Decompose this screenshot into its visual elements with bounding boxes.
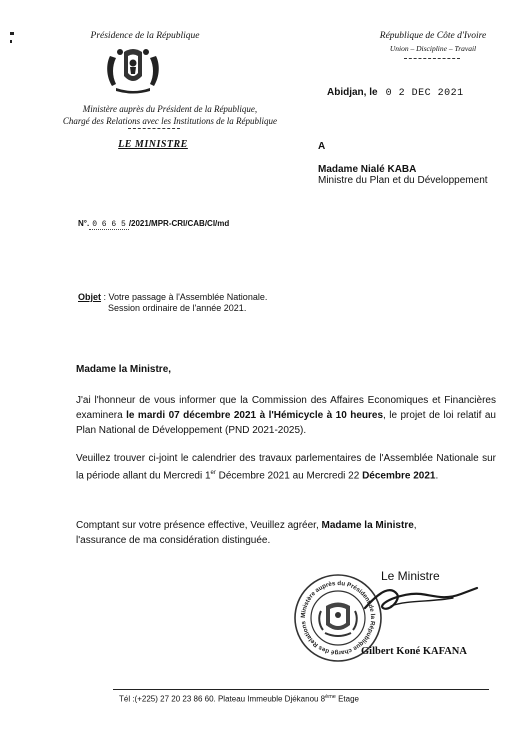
paragraph-1 xyxy=(76,393,496,438)
country-heading: République de Côte d'Ivoire xyxy=(379,31,487,41)
paragraph-3-comma: , xyxy=(413,520,417,531)
date-prefix: Abidjan, le xyxy=(327,87,378,98)
date-line xyxy=(327,87,464,99)
scan-mark xyxy=(10,32,14,35)
signature-title: Le Ministre xyxy=(381,569,440,583)
coat-of-arms-icon xyxy=(104,46,162,94)
seal-text: Ministère auprès du Président de la République chargé des Relations xyxy=(299,579,377,657)
paragraph-3-highlight: Madame la Ministre xyxy=(321,520,414,531)
footer-contact xyxy=(119,694,489,704)
paragraph-1-text: J'ai l'honneur de vous informer que la Commission des Affaires Economiques et Financières examinera xyxy=(76,395,496,421)
recipient-name: Madame Nialé KABA xyxy=(318,164,417,175)
paragraph-2-superscript: er xyxy=(210,470,216,476)
date-stamp: 0 2 DEC 2021 xyxy=(385,88,464,99)
paragraph-1-highlight: le mardi 07 décembre 2021 à l'Hémicycle à 10 heures xyxy=(126,410,384,421)
paragraph-3-closing: l'assurance de ma considération distinguée. xyxy=(76,535,271,546)
paragraph-2-text: Veuillez trouver ci-joint le calendrier des travaux parlementaires de l'Assemblée Nationale sur la période allant du Mercredi 1 xyxy=(76,453,496,482)
objet-text-1: : Votre passage à l'Assemblée Nationale. xyxy=(101,292,268,302)
paragraph-2-middle: Décembre 2021 au Mercredi 22 xyxy=(215,470,363,482)
objet-text-2: Session ordinaire de l'année 2021. xyxy=(108,303,247,313)
paragraph-1-end: , le projet de loi relatif au Plan National de Développement (PND 2021-2025). xyxy=(76,410,496,436)
reference-number xyxy=(78,219,229,229)
header-right-separator xyxy=(404,58,460,59)
reference-stamp: 0 6 6 5 xyxy=(89,220,129,230)
paragraph-3 xyxy=(76,518,496,548)
footer-text: Tél :(+225) 27 20 23 86 60. Plateau Immeuble Djékanou 8 xyxy=(119,694,326,704)
scan-mark xyxy=(10,40,12,43)
paragraph-2-end: . xyxy=(435,470,439,482)
objet-label: Objet xyxy=(78,292,102,302)
footer-text-end: Etage xyxy=(335,694,359,704)
paragraph-2-highlight: Décembre 2021 xyxy=(362,470,436,482)
handwritten-signature-icon xyxy=(361,578,481,620)
signatory-title: LE MINISTRE xyxy=(118,139,188,150)
reference-prefix: N°. xyxy=(78,219,90,228)
paragraph-3-text: Comptant sur votre présence effective, Veuillez agréer, xyxy=(76,520,322,531)
recipient-a: A xyxy=(318,141,326,152)
footer-superscript: ème xyxy=(325,694,336,700)
objet-line xyxy=(78,291,267,303)
paragraph-2 xyxy=(76,451,496,483)
recipient-title: Ministre du Plan et du Développement xyxy=(318,175,488,186)
presidence-heading: Présidence de la République xyxy=(90,31,200,41)
ministry-heading xyxy=(55,103,285,127)
national-motto: Union – Discipline – Travail xyxy=(389,44,477,53)
header-left-separator xyxy=(128,128,180,129)
footer-rule xyxy=(113,689,489,690)
salutation: Madame la Ministre, xyxy=(76,364,172,375)
signer-name: Gilbert Koné KAFANA xyxy=(361,646,467,657)
ministry-line-1: Ministère auprès du Président de la République, xyxy=(82,104,258,114)
reference-suffix: /2021/MPR-CRI/CAB/CI/md xyxy=(128,219,230,228)
ministry-line-2: Chargé des Relations avec les Institutions de la République xyxy=(62,116,278,126)
